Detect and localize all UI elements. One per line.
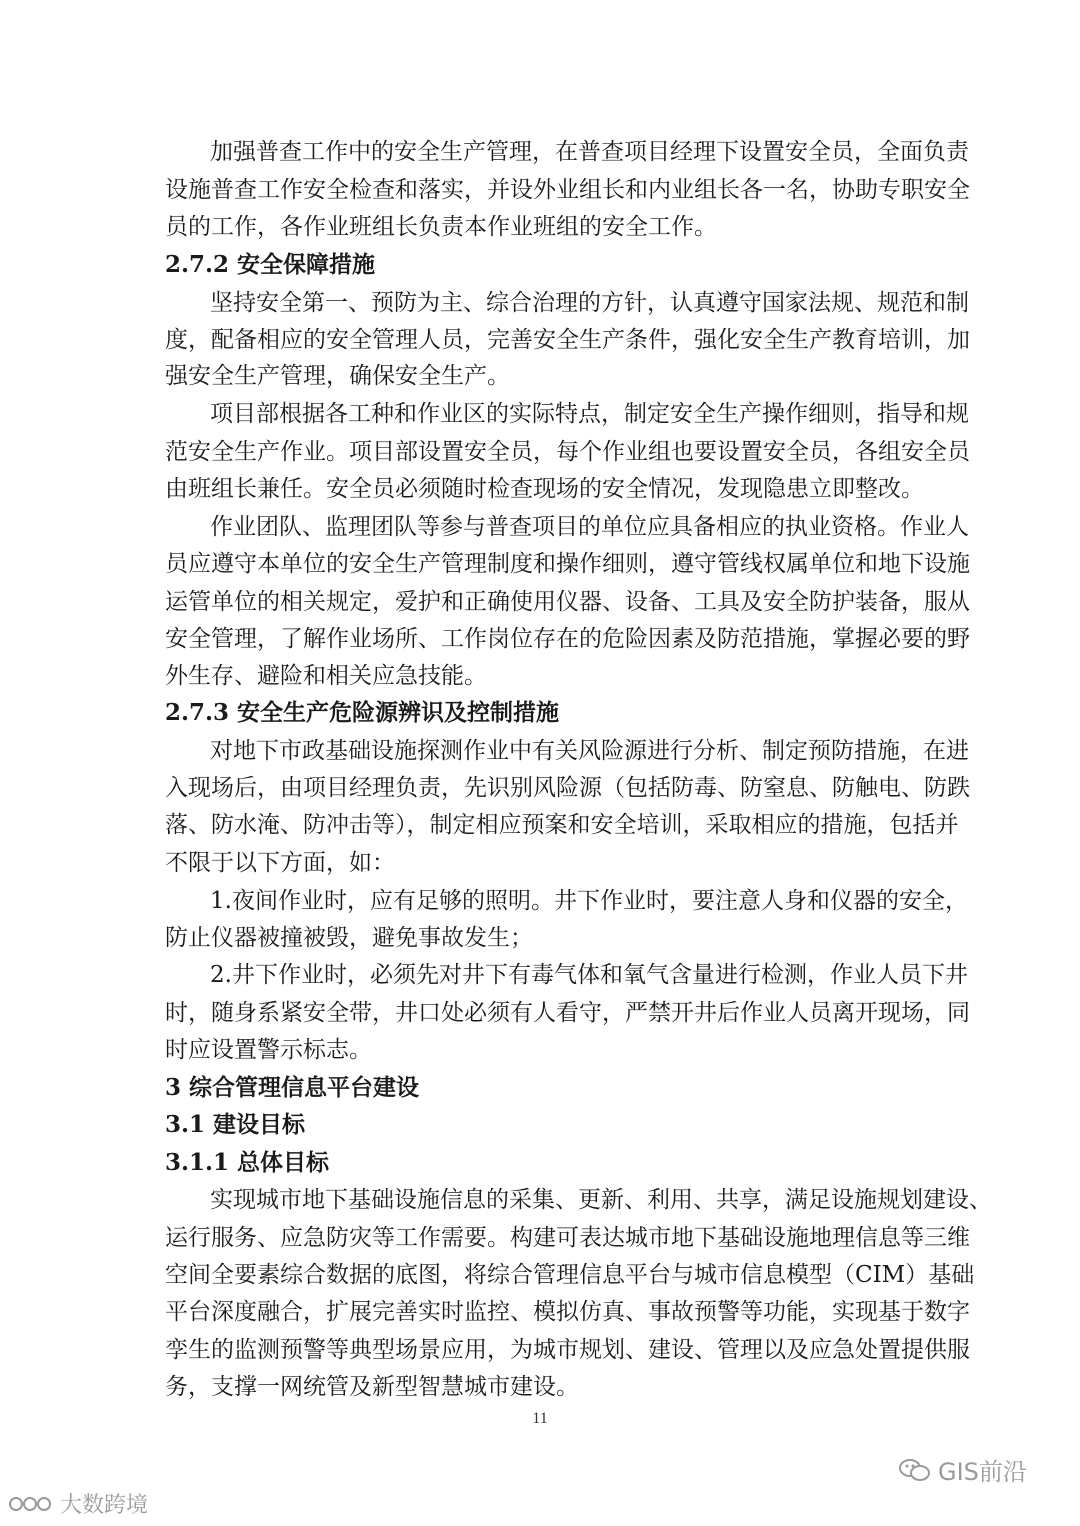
section-heading-2-7-2 <box>165 249 375 281</box>
paragraph-line: 范安全生产作业。项目部设置安全员，每个作业组也要设置安全员，各组安全员 <box>165 439 970 465</box>
section-title: 安全保障措施 <box>237 252 376 278</box>
paragraph-line: 对地下市政基础设施探测作业中有关风险源进行分析、制定预防措施，在进 <box>210 738 969 764</box>
list-item: 2.井下作业时，必须先对井下有毒气体和氧气含量进行检测，作业人员下井 <box>210 962 968 988</box>
paragraph-line: 作业团队、监理团队等参与普查项目的单位应具备相应的执业资格。作业人 <box>210 514 969 540</box>
paragraph-line: 加强普查工作中的安全生产管理，在普查项目经理下设置安全员，全面负责 <box>210 139 969 165</box>
section-title: 建设目标 <box>213 1112 306 1138</box>
paragraph-line: 员应遵守本单位的安全生产管理制度和操作细则，遵守管线权属单位和地下设施 <box>165 551 970 577</box>
section-title: 综合管理信息平台建设 <box>189 1075 420 1101</box>
section-number: 2.7.3 <box>165 699 230 726</box>
paragraph-line: 员的工作，各作业班组长负责本作业班组的安全工作。 <box>165 214 717 240</box>
page-number: 11 <box>532 1410 548 1427</box>
paragraph-line: 时，随身系紧安全带，井口处必须有人看守，严禁开井后作业人员离开现场，同 <box>165 1000 970 1026</box>
paragraph-line: 务，支撑一网统管及新型智慧城市建设。 <box>165 1374 579 1400</box>
paragraph-line: 入现场后，由项目经理负责，先识别风险源（包括防毒、防窒息、防触电、防跌 <box>165 775 970 801</box>
paragraph-line: 防止仪器被撞被毁，避免事故发生； <box>165 925 533 951</box>
section-number: 2.7.2 <box>165 251 230 278</box>
paragraph-line: 安全管理，了解作业场所、工作岗位存在的危险因素及防范措施，掌握必要的野 <box>165 626 970 652</box>
section-heading-3-1-1 <box>165 1147 329 1179</box>
paragraph-line: 坚持安全第一、预防为主、综合治理的方针，认真遵守国家法规、规范和制 <box>210 290 969 316</box>
section-number: 3.1.1 <box>165 1149 230 1176</box>
watermark-text: 大数跨境 <box>60 1493 149 1518</box>
watermark-text: GIS前沿 <box>938 1458 1027 1486</box>
logo-icon <box>8 1492 54 1516</box>
paragraph-line: 实现城市地下基础设施信息的采集、更新、利用、共享，满足设施规划建设、 <box>210 1187 992 1213</box>
paragraph-line: 项目部根据各工种和作业区的实际特点，制定安全生产操作细则，指导和规 <box>210 401 969 427</box>
section-number: 3.1 <box>165 1111 206 1138</box>
chapter-heading-3 <box>165 1072 419 1104</box>
paragraph-line: 外生存、避险和相关应急技能。 <box>165 663 487 689</box>
paragraph-line: 运行服务、应急防灾等工作需要。构建可表达城市地下基础设施地理信息等三维 <box>165 1225 970 1251</box>
paragraph-line: 度，配备相应的安全管理人员，完善安全生产条件，强化安全生产教育培训，加 <box>165 327 970 353</box>
list-item: 1.夜间作业时，应有足够的照明。井下作业时，要注意人身和仪器的安全， <box>210 888 968 914</box>
section-number: 3 <box>165 1074 182 1101</box>
section-heading-2-7-3 <box>165 697 559 729</box>
wechat-icon <box>898 1457 932 1483</box>
section-title: 总体目标 <box>237 1150 330 1176</box>
paragraph-line: 强安全生产管理，确保安全生产。 <box>165 363 510 389</box>
paragraph-line: 运管单位的相关规定，爱护和正确使用仪器、设备、工具及安全防护装备，服从 <box>165 589 970 615</box>
section-heading-3-1 <box>165 1109 305 1141</box>
paragraph-line: 时应设置警示标志。 <box>165 1037 372 1063</box>
paragraph-line: 落、防水淹、防冲击等），制定相应预案和安全培训，采取相应的措施，包括并 <box>165 812 959 838</box>
paragraph-line: 设施普查工作安全检查和落实，并设外业组长和内业组长各一名，协助专职安全 <box>165 177 970 203</box>
paragraph-line: 平台深度融合，扩展完善实时监控、模拟仿真、事故预警等功能，实现基于数字 <box>165 1299 970 1325</box>
section-title: 安全生产危险源辨识及控制措施 <box>237 700 560 726</box>
paragraph-line: 孪生的监测预警等典型场景应用，为城市规划、建设、管理以及应急处置提供服 <box>165 1337 970 1363</box>
watermark-gis <box>898 1452 1027 1487</box>
watermark-dashujuajing <box>8 1488 148 1519</box>
paragraph-line: 不限于以下方面，如： <box>165 850 395 876</box>
paragraph-line: 由班组长兼任。安全员必须随时检查现场的安全情况，发现隐患立即整改。 <box>165 476 924 502</box>
paragraph-line: 空间全要素综合数据的底图，将综合管理信息平台与城市信息模型（CIM）基础 <box>165 1262 975 1288</box>
